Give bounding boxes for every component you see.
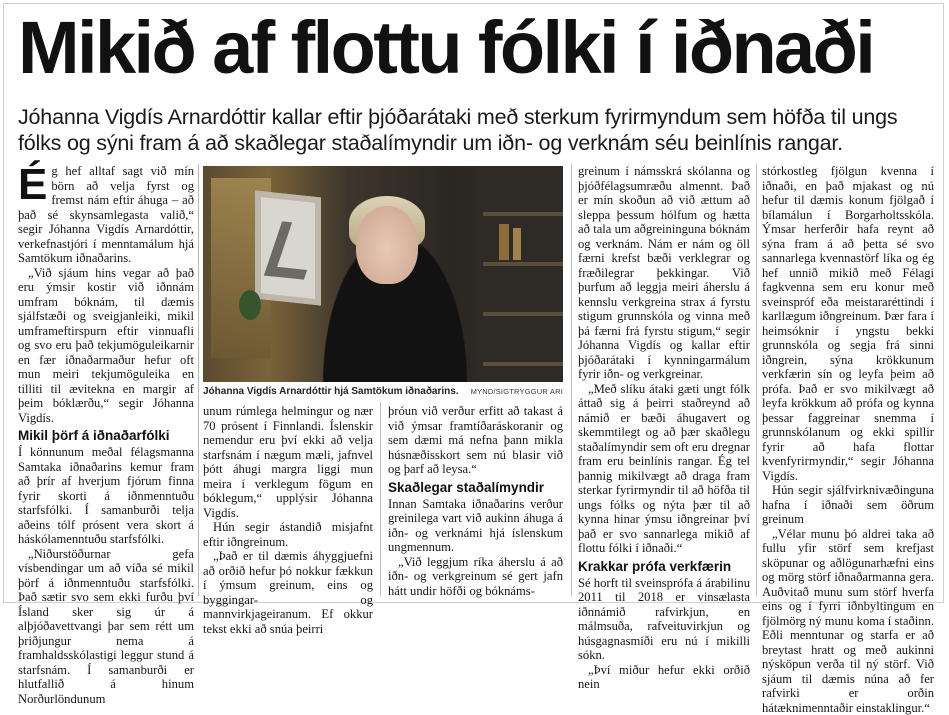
paragraph: Hún segir ástandið misjafnt eftir iðngreinum. xyxy=(203,520,373,549)
paragraph: „Það er til dæmis áhyggjuefni að orðið hefur þó nokkur fækkun í ýmsum greinum, eins og byggingar- og mannvirkjageiranum. Ef okkur tekst ekki að snúa þeirri xyxy=(203,549,373,636)
column-1 xyxy=(18,164,194,600)
column-divider xyxy=(198,164,199,596)
headline: Mikið af flottu fólki í iðnaði xyxy=(18,2,938,94)
paragraph: unum rúmlega helmingur og nær 70 prósent í Finnlandi. Íslenskir nemendur eru því ekki að velja starfsnám í nægum mæli, jafnvel þótt áhugi margra liggi mun meira í verklegum fögum en bóklegum,“ upplýsir Jóhanna Vigdís. xyxy=(203,404,373,520)
paragraph: þróun við verður erfitt að takast á við ýmsar framtíðaráskoranir og sem dæmi má nefna þann mikla húsnæðisskort sem nú blasir við og þarf að leysa.“ xyxy=(388,404,563,477)
column-4 xyxy=(578,164,750,600)
paragraph: „Vélar munu þó aldrei taka að fullu yfir störf sem krefjast sköpunar og aðlögunarhæfni eins og mörg störf iðnaðarmanna gera. Auðvitað munu sum störf hverfa eins og í fyrri iðnbyltingum en fjölmörg ný munu koma í staðinn. Eðli menntunar og starfa er að breytast hratt og með aukinni nýsköpun verða til ný störf. Við sjáum til dæmis núna að fer rafvirki er orðin hátæknimenntaðir einstaklingur.“ xyxy=(762,527,934,715)
photo-caption xyxy=(203,385,563,399)
column-3 xyxy=(388,404,563,600)
paragraph: Ég hef alltaf sagt við mín börn að velja fyrst og fremst nám eftir áhuga – að það sé skynsamlegasta valið,“ segir Jóhanna Vigdís Arnardóttir, verkefnastjóri í menntamálum hjá Samtökum iðnaðarins. xyxy=(18,164,194,266)
paragraph: Hún segir sjálfvirknivæðinguna hafna í iðnaði sem öðrum greinum xyxy=(762,483,934,527)
subheading: Mikil þörf á iðnaðarfólki xyxy=(18,427,194,444)
subheading: Skaðlegar staðalímyndir xyxy=(388,479,563,496)
paragraph: stórkostleg fjölgun kvenna í iðnaði, en það mjakast og nú hefur til dæmis konum fjölgað í bílamálun í Borgarholtsskóla. Ýmsar herferðir hafa reynt að sýna fram á að þetta sé svo sannarlega kvennastörf líka og ég hef unnið mikið með Félagi fagkvenna sem eru konur með sveinspróf eða meistararéttindi í karllægum iðngreinum. Þær fara í heimsóknir í yngstu bekki grunnskóla og segja frá sinni iðngrein, sýna krökkunum verkfærin sín og leyfa þeim að prófa. Það er svo mikilvægt að leyfa krökkum að prófa og kynna þessar faggreinar snemma í grunnskólanum og ekki spillir fyrir að hafa flottar kvenfyrirmyndir,“ segir Jóhanna Vigdís. xyxy=(762,164,934,483)
column-divider xyxy=(571,164,572,596)
paragraph: „Með slíku átaki gæti ungt fólk áttað sig á þeirri staðreynd að námið er bæði áhugavert og skemmtilegt og að þær skaðlegu staðalímyndir sem oft eru dregnar fram eru beinlínis rangar. Ég tel þannig mikilvægt að draga fram sterkar fyrirmyndir til að höfða til ungs fólks og nýta þær til að kynna hinar ýmsu iðngreinar því það er svo sannarlega mikið af flottu fólki í iðnaði.“ xyxy=(578,382,750,556)
photo-credit: MYND/SIGTRYGGUR ARI xyxy=(471,385,563,399)
column-divider xyxy=(380,402,381,596)
column-2 xyxy=(203,404,373,600)
paragraph: greinum í námsskrá skólanna og þjóðfélagsumræðu almennt. Það er mín skoðun að við ættum að sleppa þessum hólfum og hætta að tala um aðgreininguna bóknám og verknám. Nám er nám og öll færni krefst bæði verklegrar og fræðilegrar þekkingar. Við þurfum að leggja meiri áherslu á kennslu verkgreina strax á fyrstu stigum grunnskóla og vinna með þá færni frá fyrstu stigum,“ segir Jóhanna Vigdís og kallar eftir þjóðarátaki í kynningarmálum fyrir iðn- og verkgreinar. xyxy=(578,164,750,382)
paragraph: Innan Samtaka iðnaðarins verður greinilega vart við aukinn áhuga á iðn- og verknámi hjá íslenskum ungmennum. xyxy=(388,497,563,555)
column-5 xyxy=(762,164,934,600)
drop-cap: É xyxy=(18,166,47,204)
paragraph: Sé horft til sveinsprófa á árabilinu 2011 til 2018 er vinsælasta iðnnámið rafvirkjun, en málmsuða, rafveituvirkjun og húsgagnasmíði eru nú í mikilli sókn. xyxy=(578,576,750,663)
lede: Jóhanna Vigdís Arnardóttir kallar eftir þjóðarátaki með sterkum fyrirmyndum sem höfða til ungs fólks og sýni fram á að skaðlegar staðalímyndir um iðn- og verknám séu beinlínis rangar. xyxy=(18,104,923,156)
paragraph: „Við sjáum hins vegar að það eru ýmsir kostir við iðnnám umfram bóknám, til dæmis sjálfstæði og sveigjanleiki, mikil umframeftirspurn eftir vinnuafli og svo eru það tekjumöguleikarnir en fær iðnaðarmaður hefur oft mun meiri tekjumöguleika en tilliti til ævitekna en margir af þeim bóklærðu,“ segir Jóhanna Vigdís. xyxy=(18,266,194,426)
subheading: Krakkar prófa verkfærin xyxy=(578,558,750,575)
paragraph: „Niðurstöðurnar gefa vísbendingar um að víða sé mikil þörf á iðnmenntuðu starfsfólki. Það sætir svo sem ekki furðu því Ísland sker sig úr á alþjóðavettvangi þar sem rétt um þriðjungur nema á framhaldsskólastigi leggur stund á starfsnám. Í samanburði er hlutfallið á hinum Norðurlöndunum xyxy=(18,547,194,707)
paragraph: „Því miður hefur ekki orðið nein xyxy=(578,663,750,692)
portrait-photo xyxy=(203,166,563,382)
paragraph: „Við leggjum ríka áherslu á að iðn- og verkgreinum sé gert jafn hátt undir höfði og bóknáms- xyxy=(388,555,563,599)
column-divider xyxy=(756,164,757,596)
caption-text: Jóhanna Vigdís Arnardóttir hjá Samtökum iðnaðarins. xyxy=(203,386,459,397)
paragraph: Í könnunum meðal félagsmanna Samtaka iðnaðarins kemur fram að þrír af hverjum fjórum finna fyrir skorti á iðnmenntuðu starfsfólki. Í samanburði telja aðeins tólf prósent vera skort á háskólamenntuðu starfsfólki. xyxy=(18,445,194,547)
